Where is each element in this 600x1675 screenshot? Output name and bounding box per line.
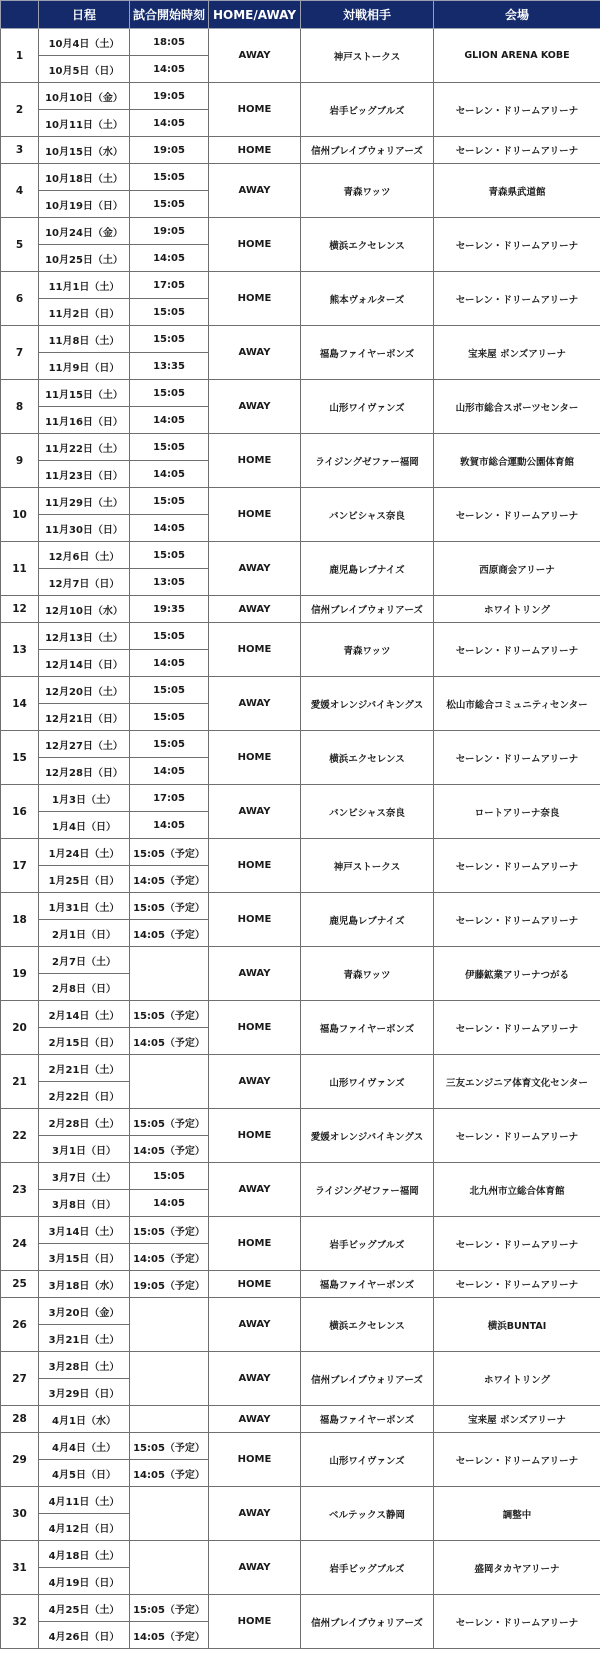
opponent: 神戸ストークス [301, 839, 434, 893]
game-date: 11月1日（土） [39, 272, 130, 299]
game-date: 4月25日（土） [39, 1595, 130, 1622]
game-date: 11月23日（日） [39, 461, 130, 488]
game-date: 1月24日（土） [39, 839, 130, 866]
game-date: 12月21日（日） [39, 704, 130, 731]
home-away: AWAY [209, 1406, 301, 1433]
venue: セーレン・ドリームアリーナ [434, 623, 600, 677]
game-date: 2月1日（日） [39, 920, 130, 947]
opponent: 岩手ビッグブルズ [301, 1541, 434, 1595]
home-away: AWAY [209, 164, 301, 218]
game-time: 14:05（予定） [130, 1028, 209, 1055]
game-number: 25 [1, 1271, 39, 1298]
game-date: 3月1日（日） [39, 1136, 130, 1163]
table-row [1, 434, 600, 461]
opponent: バンビシャス奈良 [301, 785, 434, 839]
home-away: HOME [209, 218, 301, 272]
game-time: 13:05 [130, 569, 209, 596]
game-time: 14:05 [130, 110, 209, 137]
game-date: 4月12日（日） [39, 1514, 130, 1541]
opponent: 福島ファイヤーボンズ [301, 1271, 434, 1298]
home-away: AWAY [209, 947, 301, 1001]
venue: 伊藤鉱業アリーナつがる [434, 947, 600, 1001]
opponent: 福島ファイヤーボンズ [301, 326, 434, 380]
game-number: 28 [1, 1406, 39, 1433]
game-time: 15:05 [130, 380, 209, 407]
game-time: 15:05 [130, 704, 209, 731]
game-date: 4月18日（土） [39, 1541, 130, 1568]
opponent: 山形ワイヴァンズ [301, 1433, 434, 1487]
table-row [1, 1217, 600, 1244]
venue: セーレン・ドリームアリーナ [434, 218, 600, 272]
opponent: 神戸ストークス [301, 29, 434, 83]
home-away: HOME [209, 1217, 301, 1271]
table-row [1, 164, 600, 191]
game-time: 15:05（予定） [130, 893, 209, 920]
table-row [1, 623, 600, 650]
game-date: 12月6日（土） [39, 542, 130, 569]
venue: セーレン・ドリームアリーナ [434, 1433, 600, 1487]
home-away: AWAY [209, 596, 301, 623]
game-time: 15:05（予定） [130, 1001, 209, 1028]
game-date: 11月2日（日） [39, 299, 130, 326]
game-date: 3月7日（土） [39, 1163, 130, 1190]
game-time [130, 1352, 209, 1406]
game-time: 15:05 [130, 488, 209, 515]
table-row [1, 1055, 600, 1082]
game-time [130, 1406, 209, 1433]
game-time: 15:05 [130, 299, 209, 326]
opponent: 熊本ヴォルターズ [301, 272, 434, 326]
opponent: 愛媛オレンジバイキングス [301, 677, 434, 731]
game-date: 10月24日（金） [39, 218, 130, 245]
table-row [1, 218, 600, 245]
venue: 調整中 [434, 1487, 600, 1541]
game-date: 11月15日（土） [39, 380, 130, 407]
game-number: 24 [1, 1217, 39, 1271]
game-time [130, 1487, 209, 1541]
game-time: 15:05 [130, 434, 209, 461]
opponent: 岩手ビッグブルズ [301, 83, 434, 137]
opponent: 信州ブレイブウォリアーズ [301, 137, 434, 164]
game-date: 10月4日（土） [39, 29, 130, 56]
game-date: 2月14日（土） [39, 1001, 130, 1028]
game-number: 22 [1, 1109, 39, 1163]
home-away: AWAY [209, 542, 301, 596]
game-date: 1月3日（土） [39, 785, 130, 812]
home-away: AWAY [209, 677, 301, 731]
table-row [1, 1433, 600, 1460]
game-number: 29 [1, 1433, 39, 1487]
header-no [1, 1, 39, 29]
table-row [1, 1109, 600, 1136]
home-away: AWAY [209, 29, 301, 83]
opponent: 福島ファイヤーボンズ [301, 1001, 434, 1055]
game-date: 12月28日（日） [39, 758, 130, 785]
game-date: 3月28日（土） [39, 1352, 130, 1379]
game-number: 31 [1, 1541, 39, 1595]
game-date: 2月7日（土） [39, 947, 130, 974]
game-time: 15:05（予定） [130, 839, 209, 866]
header-opponent: 対戦相手 [301, 1, 434, 29]
game-date: 4月26日（日） [39, 1622, 130, 1649]
game-date: 12月7日（日） [39, 569, 130, 596]
venue: セーレン・ドリームアリーナ [434, 1217, 600, 1271]
table-row [1, 1487, 600, 1514]
home-away: AWAY [209, 1163, 301, 1217]
game-number: 13 [1, 623, 39, 677]
game-time: 19:05（予定） [130, 1271, 209, 1298]
opponent: ベルテックス静岡 [301, 1487, 434, 1541]
opponent: 青森ワッツ [301, 164, 434, 218]
header-home-away: HOME/AWAY [209, 1, 301, 29]
game-date: 12月14日（日） [39, 650, 130, 677]
game-date: 12月20日（土） [39, 677, 130, 704]
game-time: 14:05 [130, 407, 209, 434]
game-date: 3月15日（日） [39, 1244, 130, 1271]
game-time [130, 1541, 209, 1595]
game-time: 14:05 [130, 812, 209, 839]
game-time [130, 947, 209, 1001]
table-row [1, 542, 600, 569]
venue: 松山市総合コミュニティセンター [434, 677, 600, 731]
game-time: 14:05（予定） [130, 920, 209, 947]
venue: 山形市総合スポーツセンター [434, 380, 600, 434]
opponent: 岩手ビッグブルズ [301, 1217, 434, 1271]
game-time: 14:05 [130, 56, 209, 83]
game-date: 10月5日（日） [39, 56, 130, 83]
venue: 宝来屋 ボンズアリーナ [434, 326, 600, 380]
game-number: 4 [1, 164, 39, 218]
table-row [1, 326, 600, 353]
game-time: 15:05 [130, 623, 209, 650]
game-number: 1 [1, 29, 39, 83]
game-date: 12月13日（土） [39, 623, 130, 650]
venue: セーレン・ドリームアリーナ [434, 839, 600, 893]
table-row [1, 596, 600, 623]
home-away: HOME [209, 623, 301, 677]
home-away: AWAY [209, 1055, 301, 1109]
game-time: 15:05 [130, 677, 209, 704]
game-number: 14 [1, 677, 39, 731]
table-row [1, 947, 600, 974]
venue: 盛岡タカヤアリーナ [434, 1541, 600, 1595]
game-time: 15:05 [130, 326, 209, 353]
table-row [1, 785, 600, 812]
game-time: 15:05 [130, 542, 209, 569]
venue: 西原商会アリーナ [434, 542, 600, 596]
table-row [1, 380, 600, 407]
game-date: 2月15日（日） [39, 1028, 130, 1055]
home-away: AWAY [209, 1352, 301, 1406]
game-date: 4月5日（日） [39, 1460, 130, 1487]
opponent: 山形ワイヴァンズ [301, 1055, 434, 1109]
home-away: HOME [209, 137, 301, 164]
opponent: 横浜エクセレンス [301, 1298, 434, 1352]
game-time: 18:05 [130, 29, 209, 56]
game-time: 19:35 [130, 596, 209, 623]
game-time: 15:05 [130, 164, 209, 191]
game-number: 20 [1, 1001, 39, 1055]
game-time: 19:05 [130, 83, 209, 110]
opponent: 信州ブレイブウォリアーズ [301, 596, 434, 623]
table-row [1, 272, 600, 299]
game-number: 16 [1, 785, 39, 839]
opponent: ライジングゼファー福岡 [301, 1163, 434, 1217]
venue: GLION ARENA KOBE [434, 29, 600, 83]
game-date: 10月19日（日） [39, 191, 130, 218]
game-date: 3月14日（土） [39, 1217, 130, 1244]
opponent: 横浜エクセレンス [301, 218, 434, 272]
game-number: 2 [1, 83, 39, 137]
game-time: 14:05 [130, 461, 209, 488]
opponent: ライジングゼファー福岡 [301, 434, 434, 488]
venue: ホワイトリング [434, 596, 600, 623]
game-time: 14:05 [130, 1190, 209, 1217]
home-away: HOME [209, 1001, 301, 1055]
game-number: 30 [1, 1487, 39, 1541]
home-away: AWAY [209, 1298, 301, 1352]
venue: セーレン・ドリームアリーナ [434, 1595, 600, 1649]
opponent: 福島ファイヤーボンズ [301, 1406, 434, 1433]
game-date: 10月11日（土） [39, 110, 130, 137]
opponent: 青森ワッツ [301, 623, 434, 677]
venue: セーレン・ドリームアリーナ [434, 83, 600, 137]
home-away: HOME [209, 1109, 301, 1163]
game-date: 3月20日（金） [39, 1298, 130, 1325]
game-date: 1月25日（日） [39, 866, 130, 893]
venue: セーレン・ドリームアリーナ [434, 1001, 600, 1055]
table-row [1, 677, 600, 704]
game-time: 14:05（予定） [130, 1136, 209, 1163]
table-row [1, 1298, 600, 1325]
game-time: 14:05（予定） [130, 1622, 209, 1649]
game-date: 4月1日（水） [39, 1406, 130, 1433]
game-date: 2月22日（日） [39, 1082, 130, 1109]
game-time: 14:05（予定） [130, 1244, 209, 1271]
game-time: 15:05 [130, 191, 209, 218]
table-row [1, 893, 600, 920]
game-number: 15 [1, 731, 39, 785]
table-row [1, 1163, 600, 1190]
game-number: 17 [1, 839, 39, 893]
game-time: 13:35 [130, 353, 209, 380]
game-time: 14:05（予定） [130, 1460, 209, 1487]
game-date: 3月21日（土） [39, 1325, 130, 1352]
game-number: 10 [1, 488, 39, 542]
game-date: 3月18日（水） [39, 1271, 130, 1298]
game-number: 18 [1, 893, 39, 947]
table-row [1, 1595, 600, 1622]
game-time: 15:05 [130, 731, 209, 758]
game-date: 11月8日（土） [39, 326, 130, 353]
game-date: 2月21日（土） [39, 1055, 130, 1082]
game-date: 11月30日（日） [39, 515, 130, 542]
game-time [130, 1298, 209, 1352]
home-away: AWAY [209, 785, 301, 839]
table-row [1, 839, 600, 866]
game-number: 6 [1, 272, 39, 326]
venue: セーレン・ドリームアリーナ [434, 137, 600, 164]
game-date: 2月8日（日） [39, 974, 130, 1001]
home-away: HOME [209, 731, 301, 785]
venue: セーレン・ドリームアリーナ [434, 893, 600, 947]
opponent: 鹿児島レブナイズ [301, 542, 434, 596]
schedule-body [1, 29, 600, 1649]
game-time: 17:05 [130, 272, 209, 299]
game-time: 19:05 [130, 137, 209, 164]
opponent: 信州ブレイブウォリアーズ [301, 1352, 434, 1406]
game-number: 27 [1, 1352, 39, 1406]
game-time: 14:05 [130, 650, 209, 677]
home-away: HOME [209, 1595, 301, 1649]
venue: 北九州市立総合体育館 [434, 1163, 600, 1217]
table-row [1, 488, 600, 515]
opponent: 鹿児島レブナイズ [301, 893, 434, 947]
game-date: 10月25日（土） [39, 245, 130, 272]
table-row [1, 1271, 600, 1298]
game-date: 11月16日（日） [39, 407, 130, 434]
home-away: HOME [209, 83, 301, 137]
game-time: 15:05 [130, 1163, 209, 1190]
opponent: バンビシャス奈良 [301, 488, 434, 542]
home-away: AWAY [209, 380, 301, 434]
home-away: HOME [209, 893, 301, 947]
home-away: HOME [209, 1271, 301, 1298]
opponent: 山形ワイヴァンズ [301, 380, 434, 434]
game-date: 11月9日（日） [39, 353, 130, 380]
home-away: HOME [209, 434, 301, 488]
table-row [1, 29, 600, 56]
game-number: 3 [1, 137, 39, 164]
opponent: 横浜エクセレンス [301, 731, 434, 785]
opponent: 信州ブレイブウォリアーズ [301, 1595, 434, 1649]
schedule-header [1, 1, 600, 29]
game-date: 2月28日（土） [39, 1109, 130, 1136]
game-time: 15:05（予定） [130, 1109, 209, 1136]
home-away: HOME [209, 839, 301, 893]
table-row [1, 1352, 600, 1379]
home-away: AWAY [209, 326, 301, 380]
table-row [1, 83, 600, 110]
game-number: 26 [1, 1298, 39, 1352]
home-away: AWAY [209, 1541, 301, 1595]
game-number: 11 [1, 542, 39, 596]
game-time: 17:05 [130, 785, 209, 812]
opponent: 愛媛オレンジバイキングス [301, 1109, 434, 1163]
game-time: 15:05（予定） [130, 1595, 209, 1622]
venue: ロートアリーナ奈良 [434, 785, 600, 839]
game-number: 7 [1, 326, 39, 380]
table-row [1, 1541, 600, 1568]
header-date: 日程 [39, 1, 130, 29]
game-date: 4月11日（土） [39, 1487, 130, 1514]
game-date: 4月4日（土） [39, 1433, 130, 1460]
game-date: 3月8日（日） [39, 1190, 130, 1217]
game-date: 12月10日（水） [39, 596, 130, 623]
venue: 青森県武道館 [434, 164, 600, 218]
home-away: HOME [209, 272, 301, 326]
venue: セーレン・ドリームアリーナ [434, 488, 600, 542]
venue: 宝来屋 ボンズアリーナ [434, 1406, 600, 1433]
game-date: 1月31日（土） [39, 893, 130, 920]
home-away: AWAY [209, 1487, 301, 1541]
game-date: 11月22日（土） [39, 434, 130, 461]
game-time: 14:05 [130, 245, 209, 272]
game-time: 14:05（予定） [130, 866, 209, 893]
venue: 敦賀市総合運動公園体育館 [434, 434, 600, 488]
game-time: 15:05（予定） [130, 1217, 209, 1244]
game-time: 14:05 [130, 758, 209, 785]
game-time: 19:05 [130, 218, 209, 245]
home-away: HOME [209, 1433, 301, 1487]
venue: セーレン・ドリームアリーナ [434, 1271, 600, 1298]
game-date: 12月27日（土） [39, 731, 130, 758]
game-number: 21 [1, 1055, 39, 1109]
table-row [1, 137, 600, 164]
game-number: 8 [1, 380, 39, 434]
header-row [1, 1, 600, 29]
venue: セーレン・ドリームアリーナ [434, 272, 600, 326]
game-number: 9 [1, 434, 39, 488]
game-date: 1月4日（日） [39, 812, 130, 839]
table-row [1, 1406, 600, 1433]
game-date: 10月18日（土） [39, 164, 130, 191]
game-date: 10月15日（水） [39, 137, 130, 164]
header-venue: 会場 [434, 1, 600, 29]
game-date: 4月19日（日） [39, 1568, 130, 1595]
table-row [1, 731, 600, 758]
venue: 三友エンジニア体育文化センター [434, 1055, 600, 1109]
game-time [130, 1055, 209, 1109]
header-start-time: 試合開始時刻 [130, 1, 209, 29]
game-number: 5 [1, 218, 39, 272]
game-time: 14:05 [130, 515, 209, 542]
table-row [1, 1001, 600, 1028]
game-number: 19 [1, 947, 39, 1001]
game-number: 23 [1, 1163, 39, 1217]
game-date: 3月29日（日） [39, 1379, 130, 1406]
home-away: HOME [209, 488, 301, 542]
game-date: 10月10日（金） [39, 83, 130, 110]
game-time: 15:05（予定） [130, 1433, 209, 1460]
game-number: 12 [1, 596, 39, 623]
venue: セーレン・ドリームアリーナ [434, 1109, 600, 1163]
game-date: 11月29日（土） [39, 488, 130, 515]
venue: ホワイトリング [434, 1352, 600, 1406]
venue: 横浜BUNTAI [434, 1298, 600, 1352]
game-number: 32 [1, 1595, 39, 1649]
opponent: 青森ワッツ [301, 947, 434, 1001]
venue: セーレン・ドリームアリーナ [434, 731, 600, 785]
